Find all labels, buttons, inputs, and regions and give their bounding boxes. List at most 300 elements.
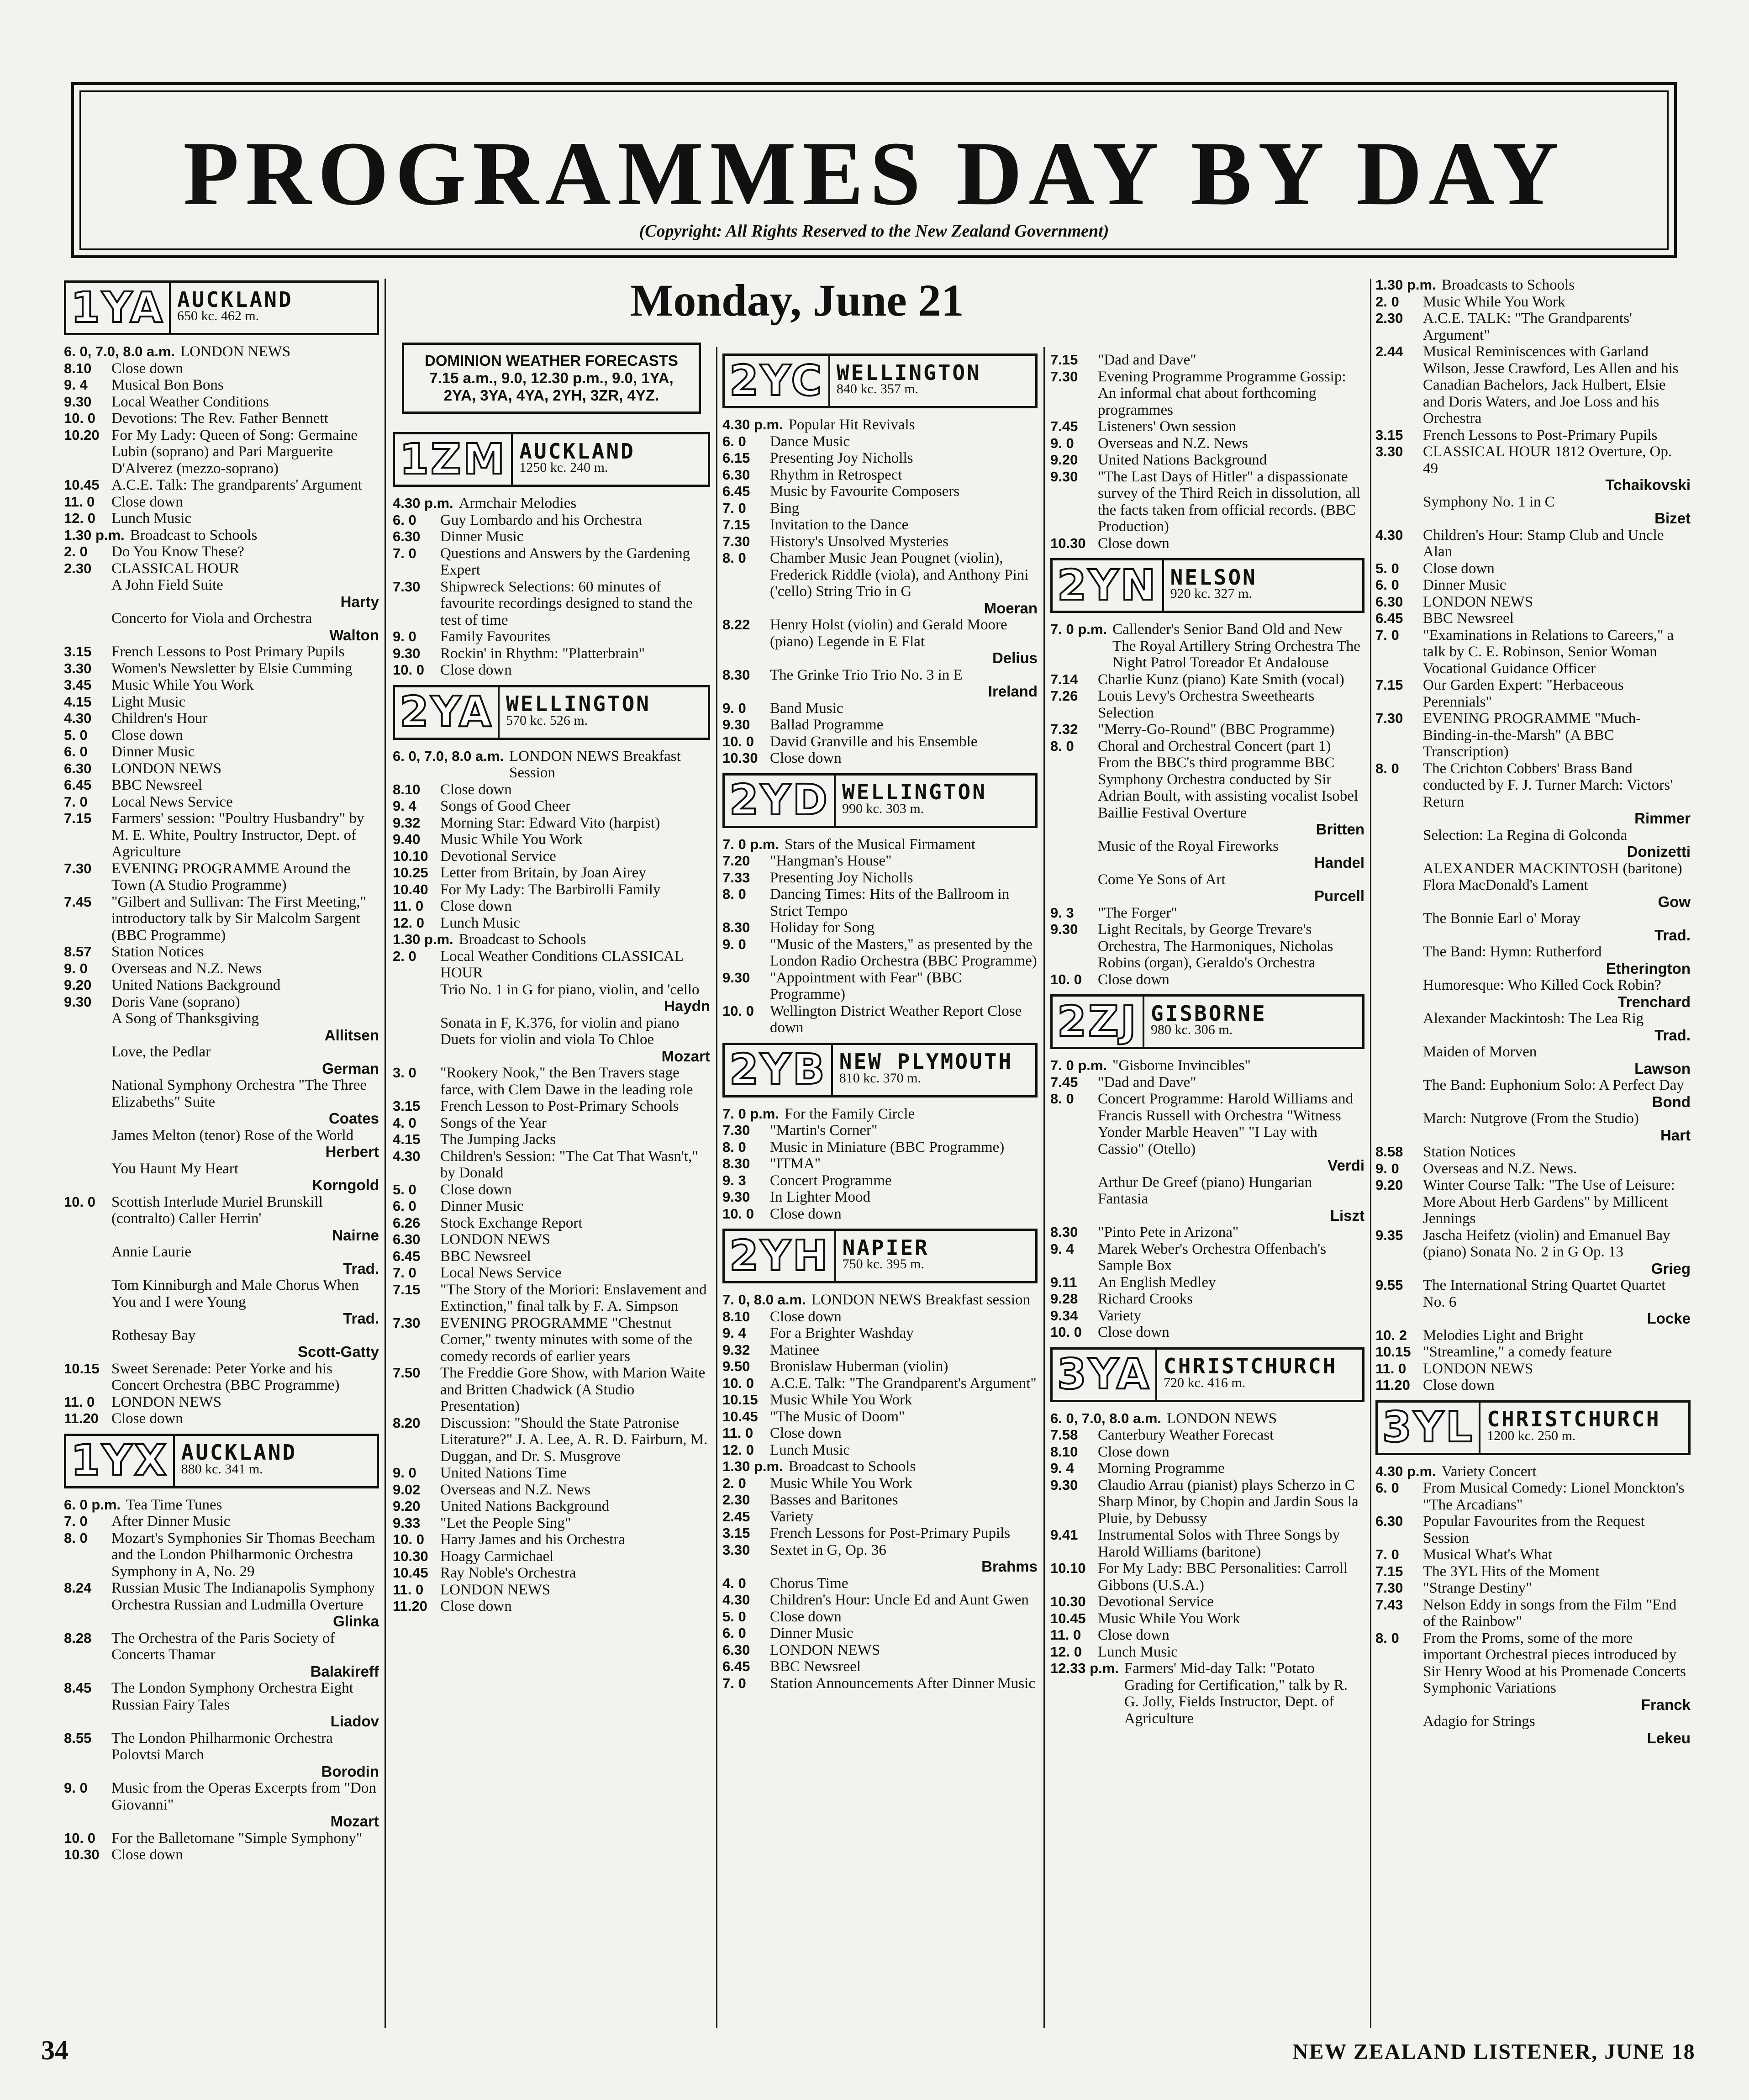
programme-item bbox=[722, 853, 1038, 870]
schedule-2yc-cont bbox=[1050, 352, 1364, 552]
programme-time: 6.45 bbox=[722, 483, 750, 499]
programme-time: 9.30 bbox=[1050, 921, 1078, 937]
station-city: NELSON bbox=[1170, 565, 1257, 590]
programme-title: A Song of Thanksgiving bbox=[111, 1010, 259, 1027]
schedule-1yx bbox=[64, 1497, 379, 1863]
programme-time: 7.43 bbox=[1375, 1596, 1403, 1613]
programme-time: 7.30 bbox=[393, 1314, 421, 1331]
schedule-2ya bbox=[393, 748, 710, 1615]
station-frequency: 980 kc. 306 m. bbox=[1150, 1022, 1233, 1037]
programme-time bbox=[64, 577, 106, 594]
programme-title: LONDON NEWS Breakfast Session bbox=[509, 748, 681, 781]
programme-item bbox=[1050, 1074, 1364, 1091]
column-3 bbox=[722, 347, 1038, 1692]
programme-title: Band Music bbox=[770, 700, 843, 717]
programme-title: History's Unsolved Mysteries bbox=[770, 533, 948, 550]
programme-time: 9. 4 bbox=[722, 1325, 746, 1341]
programme-time: 7. 0 bbox=[64, 793, 88, 810]
programme-time bbox=[64, 1277, 106, 1310]
programme-item bbox=[1050, 905, 1364, 922]
programme-item bbox=[1050, 1091, 1364, 1157]
programme-title: LONDON NEWS bbox=[111, 760, 222, 777]
programme-item bbox=[722, 1375, 1038, 1392]
programme-item bbox=[1375, 827, 1691, 844]
programme-item bbox=[393, 662, 710, 679]
programme-time: 7.14 bbox=[1050, 671, 1078, 687]
programme-title: Dinner Music bbox=[1423, 577, 1507, 593]
schedule-2yn bbox=[1050, 621, 1364, 988]
programme-title: For the Balletomane "Simple Symphony" bbox=[111, 1830, 363, 1847]
copyright-note: (Copyright: All Rights Reserved to the New Zealand Government) bbox=[639, 222, 1109, 241]
forecast-times: 7.15 a.m., 9.0, 12.30 p.m., 9.0, 1YA, 2YA, 3YA, 4YA, 2YH, 3ZR, 4YZ. bbox=[429, 369, 674, 404]
programme-title: Musical What's What bbox=[1423, 1546, 1553, 1563]
programme-time: 12. 0 bbox=[722, 1441, 754, 1458]
programme-time: 2. 0 bbox=[722, 1475, 746, 1491]
schedule-1zm bbox=[393, 495, 710, 679]
programme-time: 8.58 bbox=[1375, 1144, 1403, 1160]
programme-item bbox=[1050, 1291, 1364, 1308]
programme-time: 7. 0 p.m. bbox=[1050, 1057, 1107, 1073]
programme-time bbox=[1375, 494, 1417, 511]
station-logo: 2YN bbox=[1053, 560, 1164, 611]
programme-title: Station Notices bbox=[111, 944, 204, 960]
programme-time: 9.30 bbox=[1050, 1477, 1078, 1493]
programme-title: Close down bbox=[111, 493, 183, 510]
programme-time bbox=[1050, 1174, 1092, 1208]
programme-time: 7. 0 bbox=[1375, 1546, 1399, 1562]
composer-credit: Verdi bbox=[1328, 1157, 1364, 1174]
programme-time: 9.30 bbox=[64, 993, 92, 1010]
programme-time: 1.30 p.m. bbox=[64, 527, 125, 543]
programme-title: EVENING PROGRAMME "Chestnut Corner," twenty minutes with some of the comedy records of earlier years bbox=[440, 1314, 692, 1365]
programme-item bbox=[722, 1106, 1038, 1123]
station-city: AUCKLAND bbox=[519, 438, 635, 464]
programme-item bbox=[393, 1231, 710, 1248]
programme-time: 8.30 bbox=[722, 666, 750, 683]
programme-time: 9. 0 bbox=[1375, 1160, 1399, 1177]
programme-title: Children's Hour: Stamp Club and Uncle Alan bbox=[1423, 527, 1664, 560]
programme-item bbox=[64, 744, 379, 760]
programme-time: 6.45 bbox=[1375, 610, 1403, 626]
programme-time: 6.30 bbox=[722, 466, 750, 483]
programme-title: Overseas and N.Z. News bbox=[111, 960, 262, 977]
programme-time: 6. 0, 7.0, 8.0 a.m. bbox=[393, 748, 504, 764]
programme-time: 10. 0 bbox=[393, 662, 424, 678]
programme-item bbox=[64, 577, 379, 594]
programme-item bbox=[393, 898, 710, 915]
programme-time: 8. 0 bbox=[1375, 1630, 1399, 1646]
programme-title: Choral and Orchestral Concert (part 1) From the BBC's third programme BBC Symphony Orchestra conducted by Sir Adrian Boult, with assisting vocalist Isobel Baillie Festival Overture bbox=[1098, 738, 1359, 821]
programme-item bbox=[1050, 1224, 1364, 1241]
programme-item bbox=[1375, 760, 1691, 811]
station-header-2zj bbox=[1050, 994, 1364, 1049]
programme-title: From Musical Comedy: Lionel Monckton's "The Arcadians" bbox=[1423, 1480, 1685, 1513]
schedule-3ya bbox=[1050, 1410, 1364, 1727]
programme-time: 10. 0 bbox=[64, 410, 95, 426]
programme-time: 7.15 bbox=[1375, 1563, 1403, 1579]
programme-item bbox=[722, 1325, 1038, 1342]
programme-title: Selection: La Regina di Golconda bbox=[1423, 827, 1628, 844]
programme-item bbox=[64, 727, 379, 744]
programme-time: 8. 0 bbox=[1050, 738, 1074, 754]
programme-title: Music While You Work bbox=[111, 677, 254, 693]
programme-item bbox=[722, 970, 1038, 1003]
programme-title: Close down bbox=[770, 1308, 842, 1325]
column-rule bbox=[716, 347, 717, 2028]
programme-item bbox=[722, 919, 1038, 936]
programme-item bbox=[393, 1015, 710, 1048]
programme-item bbox=[64, 944, 379, 960]
programme-title: Children's Hour bbox=[111, 710, 208, 727]
programme-time: 7.26 bbox=[1050, 688, 1078, 704]
programme-title: Overseas and N.Z. News bbox=[1098, 435, 1248, 452]
programme-time: 8. 0 bbox=[1375, 760, 1399, 776]
programme-time: 7. 0 bbox=[722, 1675, 746, 1691]
programme-title: Close down bbox=[111, 360, 183, 377]
composer-credit: Bizet bbox=[1654, 510, 1691, 527]
programme-title: Music While You Work bbox=[770, 1475, 912, 1492]
programme-title: The International String Quartet Quartet No. 6 bbox=[1423, 1277, 1666, 1310]
programme-item bbox=[1375, 1227, 1691, 1261]
composer-credit: Korngold bbox=[312, 1177, 379, 1193]
programme-time: 3. 0 bbox=[393, 1065, 416, 1081]
composer-credit: Trad. bbox=[1654, 926, 1691, 944]
programme-title: "Strange Destiny" bbox=[1423, 1580, 1532, 1596]
schedule-2yd bbox=[722, 836, 1038, 1036]
programme-item bbox=[1375, 310, 1691, 343]
programme-item bbox=[393, 1548, 710, 1565]
programme-time: 3.30 bbox=[1375, 443, 1403, 459]
programme-title: Arthur De Greef (piano) Hungarian Fantasia bbox=[1098, 1174, 1312, 1207]
programme-title: In Lighter Mood bbox=[770, 1189, 870, 1205]
programme-title: Light Music bbox=[111, 693, 186, 710]
programme-time: 5. 0 bbox=[1375, 560, 1399, 576]
programme-title: Musical Reminiscences with Garland Wilson, Jesse Crawford, Les Allen and his Canadian Bachelors, Jack Hulbert, Elsie and Doris Waters, and Joe Loss and his Orchestra bbox=[1423, 343, 1679, 427]
programme-title: Close down bbox=[1098, 1627, 1170, 1643]
programme-title: The Bonnie Earl o' Moray bbox=[1423, 910, 1581, 927]
programme-title: BBC Newsreel bbox=[1423, 610, 1514, 627]
programme-title: LONDON NEWS bbox=[111, 1393, 222, 1410]
programme-item bbox=[722, 1625, 1038, 1642]
programme-item bbox=[64, 1513, 379, 1530]
programme-title: Letter from Britain, by Joan Airey bbox=[440, 865, 646, 881]
programme-item bbox=[1375, 1010, 1691, 1027]
programme-item bbox=[1375, 427, 1691, 444]
programme-title: United Nations Time bbox=[440, 1465, 567, 1481]
programme-item bbox=[64, 1077, 379, 1110]
programme-item bbox=[722, 467, 1038, 484]
programme-title: Matinee bbox=[770, 1341, 820, 1358]
programme-title: Music of the Royal Fireworks bbox=[1098, 838, 1279, 855]
programme-title: The Freddie Gore Show, with Marion Waite and Britten Chadwick (A Studio Presentation) bbox=[440, 1365, 706, 1414]
programme-item bbox=[64, 1327, 379, 1344]
programme-title: Stock Exchange Report bbox=[440, 1214, 583, 1231]
programme-time: 10.20 bbox=[64, 427, 100, 443]
programme-item bbox=[722, 717, 1038, 733]
programme-time bbox=[1375, 910, 1417, 927]
schedule-2yh bbox=[722, 1292, 1038, 1692]
programme-title: BBC Newsreel bbox=[770, 1658, 861, 1675]
programme-title: BBC Newsreel bbox=[440, 1248, 531, 1265]
programme-time: 8.10 bbox=[722, 1308, 750, 1324]
programme-title: Love, the Pedlar bbox=[111, 1044, 211, 1060]
programme-title: Station Notices bbox=[1423, 1144, 1516, 1160]
programme-time: 8. 0 bbox=[722, 886, 746, 902]
programme-item bbox=[393, 1515, 710, 1532]
programme-item bbox=[722, 1409, 1038, 1425]
programme-title: The Grinke Trio Trio No. 3 in E bbox=[770, 666, 963, 683]
programme-title: Callender's Senior Band Old and New The Royal Artillery String Orchestra The Night Patrol Toreador Et Andalouse bbox=[1112, 621, 1360, 671]
programme-item bbox=[64, 860, 379, 894]
programme-title: Adagio for Strings bbox=[1423, 1713, 1535, 1730]
programme-title: "ITMA" bbox=[770, 1156, 821, 1172]
programme-item bbox=[393, 628, 710, 645]
composer-credit: Mozart bbox=[661, 1047, 710, 1065]
programme-time: 9. 0 bbox=[1050, 435, 1074, 451]
composer-credit: Nairne bbox=[332, 1226, 379, 1244]
programme-item bbox=[393, 881, 710, 898]
programme-title: Close down bbox=[111, 1410, 183, 1427]
programme-time: 9. 0 bbox=[393, 1465, 416, 1481]
programme-time: 6. 0, 7.0, 8.0 a.m. bbox=[1050, 1410, 1161, 1426]
programme-time: 9. 4 bbox=[393, 798, 416, 814]
programme-item bbox=[393, 1115, 710, 1132]
composer-credit: Trad. bbox=[1654, 1026, 1691, 1044]
programme-time: 7. 0 p.m. bbox=[722, 836, 780, 852]
programme-time: 7. 0, 8.0 a.m. bbox=[722, 1292, 806, 1308]
programme-title: A.C.E. Talk: "The Grandparent's Argument" bbox=[770, 1375, 1037, 1392]
programme-time: 10.45 bbox=[722, 1408, 758, 1425]
programme-title: Local News Service bbox=[440, 1265, 562, 1281]
programme-item bbox=[722, 1139, 1038, 1156]
programme-title: EVENING PROGRAMME Around the Town (A Studio Programme) bbox=[111, 860, 351, 893]
composer-credit: Handel bbox=[1314, 854, 1364, 871]
programme-item bbox=[393, 781, 710, 798]
programme-time: 10.30 bbox=[1050, 535, 1086, 551]
programme-title: Dancing Times: Hits of the Ballroom in Strict Tempo bbox=[770, 886, 1010, 919]
composer-credit: Ireland bbox=[988, 683, 1038, 700]
programme-title: The Band: Euphonium Solo: A Perfect Day bbox=[1423, 1077, 1684, 1093]
station-logo: 3YL bbox=[1378, 1403, 1480, 1453]
programme-item bbox=[393, 865, 710, 881]
programme-time: 7. 0 bbox=[722, 500, 746, 516]
programme-title: Stars of the Musical Firmament bbox=[785, 836, 975, 853]
programme-title: Dinner Music bbox=[111, 744, 195, 760]
programme-title: Close down bbox=[111, 1847, 183, 1863]
programme-title: Discussion: "Should the State Patronise Literature?" J. A. Lee, A. R. D. Fairburn, M. Duggan, and Dr. S. Musgrove bbox=[440, 1414, 708, 1465]
programme-title: Trio No. 1 in G for piano, violin, and 'cello bbox=[440, 981, 700, 998]
station-header-3yl bbox=[1375, 1400, 1691, 1455]
programme-title: Broadcast to Schools bbox=[788, 1458, 916, 1475]
programme-title: "Dad and Dave" bbox=[1098, 1074, 1196, 1091]
programme-time: 2.30 bbox=[1375, 310, 1403, 326]
programme-item bbox=[722, 1189, 1038, 1206]
programme-title: Close down bbox=[770, 1425, 842, 1441]
programme-time: 9.35 bbox=[1375, 1227, 1403, 1243]
programme-title: Rhythm in Retrospect bbox=[770, 466, 902, 483]
programme-item bbox=[722, 1458, 1038, 1475]
programme-item bbox=[1050, 1410, 1364, 1427]
programme-time: 4. 0 bbox=[722, 1575, 746, 1591]
column-5 bbox=[1375, 277, 1691, 1746]
programme-item bbox=[64, 1244, 379, 1261]
programme-title: Close down bbox=[440, 662, 512, 678]
programme-item bbox=[722, 1156, 1038, 1172]
composer-credit: Allitsen bbox=[324, 1026, 379, 1044]
station-logo: 1ZM bbox=[395, 434, 513, 485]
programme-title: Devotional Service bbox=[1098, 1593, 1214, 1610]
programme-title: Close down bbox=[440, 1181, 512, 1198]
composer-credit: German bbox=[322, 1060, 379, 1077]
programme-item bbox=[393, 1365, 710, 1415]
programme-item bbox=[1050, 369, 1364, 419]
station-header-1zm bbox=[393, 432, 710, 487]
programme-time: 8. 0 bbox=[722, 1139, 746, 1155]
programme-item bbox=[1375, 343, 1691, 427]
programme-time: 4.30 bbox=[64, 710, 92, 726]
programme-title: Local News Service bbox=[111, 793, 233, 810]
programme-time: 2.45 bbox=[722, 1508, 750, 1525]
programme-item bbox=[64, 710, 379, 727]
programme-item bbox=[1375, 277, 1691, 294]
programme-time: 5. 0 bbox=[393, 1181, 416, 1198]
programme-item bbox=[64, 760, 379, 777]
station-logo: 3YA bbox=[1053, 1350, 1157, 1400]
programme-time: 7.15 bbox=[393, 1281, 421, 1298]
station-city: WELLINGTON bbox=[836, 360, 981, 385]
programme-time bbox=[64, 1010, 106, 1027]
programme-time: 9. 0 bbox=[64, 1780, 88, 1796]
programme-title: Music in Miniature (BBC Programme) bbox=[770, 1139, 1005, 1156]
programme-title: For My Lady: The Barbirolli Family bbox=[440, 881, 661, 898]
programme-item bbox=[64, 1161, 379, 1177]
programme-item bbox=[1375, 1077, 1691, 1094]
programme-time: 6.30 bbox=[64, 760, 92, 776]
programme-time: 6. 0 bbox=[1375, 1480, 1399, 1496]
programme-title: Morning Programme bbox=[1098, 1460, 1225, 1477]
programme-time: 9. 0 bbox=[722, 700, 746, 716]
programme-time bbox=[64, 1044, 106, 1061]
programme-title: Light Recitals, by George Trevare's Orchestra, The Harmoniques, Nicholas Robins (organ), Geraldo's Orchestra bbox=[1098, 921, 1333, 971]
station-frequency: 750 kc. 395 m. bbox=[842, 1256, 924, 1272]
programme-item bbox=[1050, 1627, 1364, 1644]
programme-title: Symphony No. 1 in C bbox=[1423, 493, 1555, 510]
programme-item bbox=[722, 1342, 1038, 1359]
programme-time: 3.45 bbox=[64, 677, 92, 693]
programme-time: 8.10 bbox=[64, 360, 92, 376]
programme-item bbox=[1375, 494, 1691, 511]
programme-title: Local Weather Conditions CLASSICAL HOUR bbox=[440, 948, 683, 981]
programme-time: 2. 0 bbox=[64, 543, 88, 559]
programme-time: 3.15 bbox=[393, 1098, 421, 1114]
station-header-2ya bbox=[393, 685, 710, 740]
programme-item bbox=[1375, 1044, 1691, 1061]
programme-title: Farmers' session: "Poultry Husbandry" by M. E. White, Poultry Instructor, Dept. of Agriculture bbox=[111, 810, 364, 860]
programme-time: 10. 0 bbox=[1050, 971, 1082, 987]
programme-item bbox=[393, 798, 710, 815]
programme-time: 10.15 bbox=[64, 1360, 100, 1377]
programme-title: Devotions: The Rev. Father Bennett bbox=[111, 410, 328, 427]
programme-item bbox=[64, 527, 379, 544]
programme-time: 10.45 bbox=[393, 1565, 428, 1581]
programme-time: 8. 0 bbox=[722, 550, 746, 566]
programme-item bbox=[1050, 1274, 1364, 1291]
programme-time: 9.34 bbox=[1050, 1307, 1078, 1324]
programme-item bbox=[1050, 535, 1364, 552]
programme-item bbox=[393, 512, 710, 529]
composer-credit: Trad. bbox=[343, 1310, 379, 1327]
programme-item bbox=[64, 494, 379, 511]
programme-time: 8.57 bbox=[64, 944, 92, 960]
programme-time: 2.30 bbox=[722, 1492, 750, 1508]
programme-item bbox=[1050, 1241, 1364, 1274]
programme-item bbox=[722, 550, 1038, 600]
station-city: NEW PLYMOUTH bbox=[839, 1049, 1013, 1074]
programme-item bbox=[1050, 688, 1364, 721]
programme-item bbox=[1375, 710, 1691, 760]
programme-time bbox=[64, 1077, 106, 1110]
programme-time: 11.20 bbox=[64, 1410, 99, 1426]
composer-credit: Mozart bbox=[330, 1813, 379, 1830]
programme-title: Women's Newsletter by Elsie Cumming bbox=[111, 660, 353, 677]
programme-item bbox=[1050, 1308, 1364, 1324]
programme-item bbox=[64, 1277, 379, 1310]
programme-time: 4.30 p.m. bbox=[393, 495, 453, 511]
programme-item bbox=[722, 1509, 1038, 1525]
programme-item bbox=[1050, 1427, 1364, 1444]
programme-time: 11. 0 bbox=[1375, 1360, 1407, 1377]
programme-title: Music While You Work bbox=[1423, 293, 1565, 310]
programme-title: For My Lady: Queen of Song: Germaine Lubin (soprano) and Pari Marguerite D'Alverez (mezzo-soprano) bbox=[111, 427, 358, 477]
station-logo: 2YB bbox=[725, 1045, 833, 1095]
programme-item bbox=[393, 848, 710, 865]
programme-time: 8.10 bbox=[1050, 1443, 1078, 1460]
programme-time: 10.15 bbox=[722, 1392, 758, 1408]
station-frequency: 720 kc. 416 m. bbox=[1164, 1375, 1246, 1390]
programme-time: 2. 0 bbox=[1375, 293, 1399, 310]
programme-time: 7. 0 bbox=[393, 545, 416, 561]
programme-time: 4.30 p.m. bbox=[722, 417, 783, 433]
programme-title: French Lesson to Post-Primary Schools bbox=[440, 1098, 679, 1114]
programme-time: 12.33 p.m. bbox=[1050, 1660, 1119, 1676]
programme-item bbox=[64, 427, 379, 477]
programme-time: 4.15 bbox=[393, 1131, 421, 1147]
programme-item bbox=[64, 1847, 379, 1863]
programme-item bbox=[393, 1148, 710, 1182]
programme-title: Wellington District Weather Report Close down bbox=[770, 1003, 1022, 1036]
composer-credit: Hart bbox=[1660, 1126, 1691, 1144]
programme-title: "Examinations in Relations to Careers," a talk by C. E. Robinson, Senior Woman Vocational Guidance Officer bbox=[1423, 627, 1674, 677]
programme-time bbox=[1375, 1077, 1417, 1094]
programme-item bbox=[393, 981, 710, 998]
programme-item bbox=[64, 1127, 379, 1144]
programme-time: 11. 0 bbox=[393, 898, 424, 914]
programme-time: 6. 0 bbox=[393, 1198, 416, 1214]
programme-title: From the Proms, some of the more important Orchestral pieces introduced by Sir Henry Wood at his Promenade Concerts Symphonic Variations bbox=[1423, 1630, 1686, 1696]
programme-time bbox=[1375, 944, 1417, 960]
programme-title: The Crichton Cobbers' Brass Band conducted by F. J. Turner March: Victors' Return bbox=[1423, 760, 1673, 810]
programme-title: BBC Newsreel bbox=[111, 777, 202, 793]
programme-title: Come Ye Sons of Art bbox=[1098, 871, 1226, 888]
programme-title: Sonata in F, K.376, for violin and piano Duets for violin and viola To Chloe bbox=[440, 1014, 680, 1048]
programme-time: 7. 0 p.m. bbox=[1050, 621, 1107, 637]
station-logo: 2YA bbox=[395, 687, 500, 738]
composer-credit: Franck bbox=[1641, 1696, 1691, 1713]
programme-title: Station Announcements After Dinner Music bbox=[770, 1675, 1036, 1692]
programme-item bbox=[1375, 1463, 1691, 1480]
programme-time: 5. 0 bbox=[722, 1608, 746, 1625]
programme-item bbox=[1375, 1361, 1691, 1377]
